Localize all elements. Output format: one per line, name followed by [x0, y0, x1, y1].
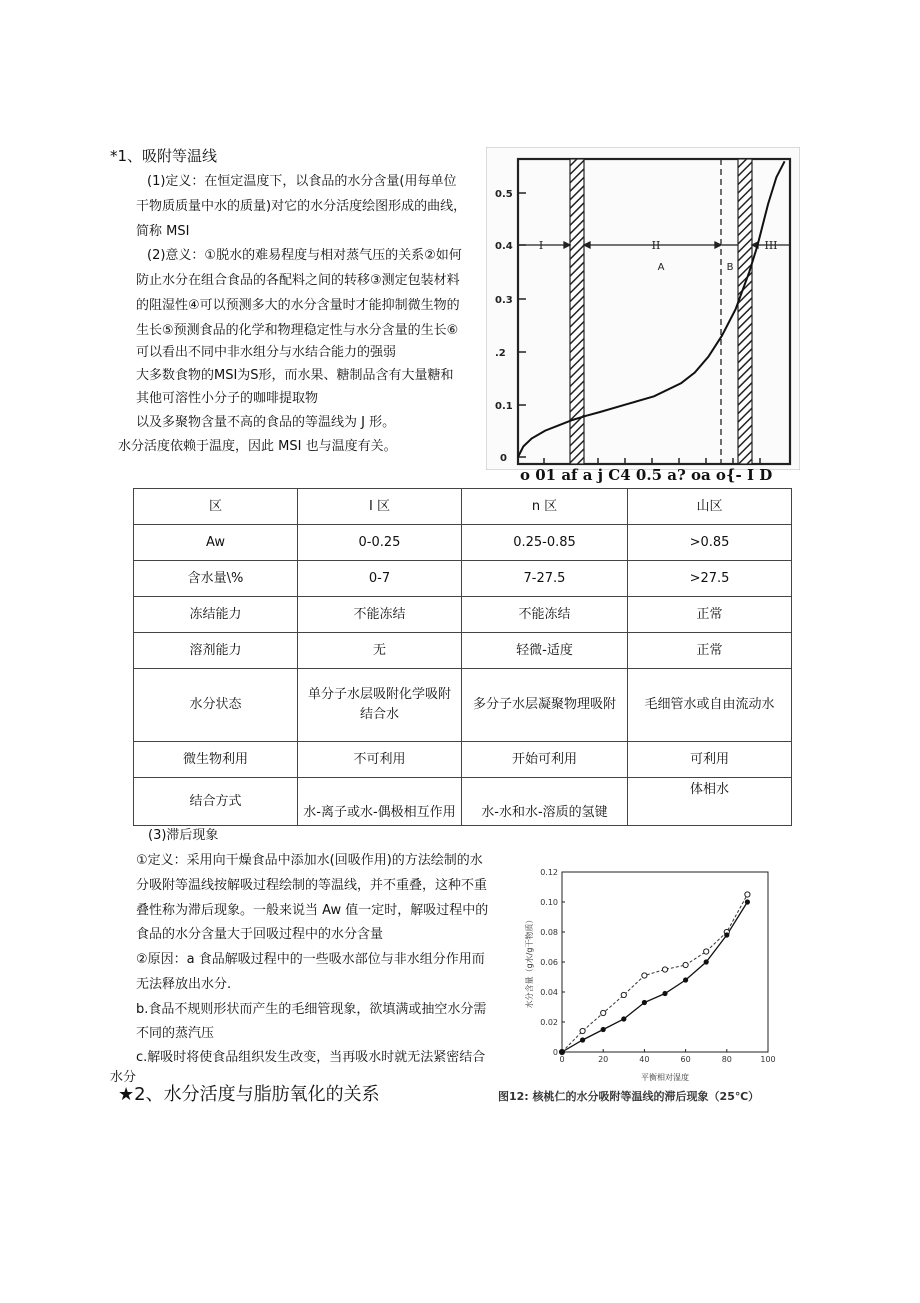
table-row [134, 742, 792, 778]
table-cell: 体相水 [628, 778, 792, 826]
significance-line-5: 可以看出不同中非水组分与水结合能力的强弱 [136, 345, 397, 360]
figure12-caption: 图12: 核桃仁的水分吸附等温线的滞后现象（25℃） [498, 1090, 760, 1103]
hysteresis-def-line-3: 叠性称为滞后现象。一般来说当 Aw 值一定时，解吸过程中的 [136, 903, 489, 918]
section1-title: *1、吸附等温线 [110, 147, 218, 165]
table-cell: 正常 [628, 597, 792, 633]
table-row [134, 778, 792, 826]
adsorption-point [683, 977, 688, 982]
table-cell: 冻结能力 [134, 597, 298, 633]
table-cell: 毛细管水或自由流动水 [628, 669, 792, 742]
definition-line-1: (1)定义：在恒定温度下，以食品的水分含量(用每单位 [147, 174, 457, 189]
table-cell: 溶剂能力 [134, 633, 298, 669]
reason-a-line-2: 无法释放出水分. [136, 977, 232, 992]
table-header-row [134, 489, 792, 525]
reason-b-line-1: b.食品不规则形状而产生的毛细管现象，欲填满或抽空水分需 [136, 1002, 487, 1017]
desorption-point [704, 949, 709, 954]
table-cell: 不能冻结 [298, 597, 462, 633]
y-tick-label: 0.02 [540, 1018, 558, 1027]
shape-line-1: 大多数食物的MSI为S形，而水果、糖制品含有大量糖和 [136, 368, 454, 383]
table-cell: 可利用 [628, 742, 792, 778]
zone-label-I: I [538, 239, 544, 252]
table-cell: 无 [298, 633, 462, 669]
definition-line-3: 简称 MSI [136, 224, 190, 239]
table-cell: 正常 [628, 633, 792, 669]
shape-line-3: 以及多聚物含量不高的食品的等温线为 J 形。 [136, 415, 396, 430]
adsorption-point [745, 899, 750, 904]
table-header-cell: n 区 [462, 489, 628, 525]
x-tick-label: 80 [721, 1055, 732, 1064]
significance-line-2: 防止水分在组合食品的各配料之间的转移③测定包装材料 [136, 273, 460, 288]
y-tick-label: 0.12 [540, 868, 558, 877]
x-tick-label: 40 [639, 1055, 650, 1064]
table-row [134, 597, 792, 633]
ytick-label: 0.3 [495, 295, 513, 306]
table-cell: 不可利用 [298, 742, 462, 778]
reason-c-line-1: c.解吸时将使食品组织发生改变，当再吸水时就无法紧密结合 [136, 1050, 486, 1065]
ytick-label: 0 [500, 453, 507, 464]
adsorption-point [559, 1049, 564, 1054]
ytick-label: 0.4 [495, 241, 513, 252]
isotherm-xaxis-labels: o 01 af a j C4 0.5 a? oa o{- I D [520, 466, 773, 484]
plot-frame [562, 872, 768, 1052]
table-cell: 水-离子或水-偶极相互作用 [298, 778, 462, 826]
desorption-point [683, 962, 688, 967]
adsorption-point [704, 959, 709, 964]
isotherm-chart [486, 147, 800, 470]
definition-line-2: 干物质质量中水的质量)对它的水分活度绘图形成的曲线， [136, 199, 467, 214]
zone-label-III: III [764, 239, 778, 252]
desorption-point [662, 967, 667, 972]
reason-a-line-1: ②原因：a 食品解吸过程中的一些吸水部位与非水组分作用而 [136, 952, 485, 967]
table-row [134, 669, 792, 742]
table-row [134, 561, 792, 597]
table-cell: 含水量\% [134, 561, 298, 597]
desorption-point [642, 973, 647, 978]
temperature-line: 水分活度依赖于温度，因此 MSI 也与温度有关。 [118, 439, 397, 454]
x-tick-label: 100 [760, 1055, 776, 1064]
table-header-cell: 区 [134, 489, 298, 525]
table-cell: 0.25-0.85 [462, 525, 628, 561]
table-cell: 7-27.5 [462, 561, 628, 597]
table-cell: 单分子水层吸附化学吸附结合水 [298, 669, 462, 742]
table-row [134, 633, 792, 669]
hysteresis-chart [504, 862, 784, 1084]
table-cell: 微生物利用 [134, 742, 298, 778]
table-cell: 开始可利用 [462, 742, 628, 778]
adsorption-point [621, 1016, 626, 1021]
table-cell: 0-7 [298, 561, 462, 597]
ytick-label: 0.1 [495, 401, 513, 412]
adsorption-point [724, 932, 729, 937]
adsorption-point [601, 1027, 606, 1032]
hysteresis-def-line-1: ①定义：采用向干燥食品中添加水(回吸作用)的方法绘制的水 [136, 853, 483, 868]
table-cell: 0-0.25 [298, 525, 462, 561]
hysteresis-def-line-2: 分吸附等温线按解吸过程绘制的等温线，并不重叠，这种不重 [136, 878, 488, 893]
zone-band-2 [738, 159, 752, 464]
desorption-point [745, 892, 750, 897]
adsorption-point [580, 1037, 585, 1042]
hysteresis-title: (3)滞后现象 [148, 828, 219, 843]
zone-label-B: B [726, 262, 734, 273]
table-cell: >0.85 [628, 525, 792, 561]
reason-b-line-2: 不同的蒸汽压 [136, 1026, 215, 1041]
desorption-point [601, 1010, 606, 1015]
significance-line-4: 生长⑤预测食品的化学和物理稳定性与水分含量的生长⑥ [136, 323, 459, 338]
section2-title: ★2、水分活度与脂肪氧化的关系 [118, 1084, 380, 1105]
significance-line-3: 的阻湿性④可以预测多大的水分含量时才能抑制微生物的 [136, 298, 460, 313]
table-cell: >27.5 [628, 561, 792, 597]
x-tick-label: 0 [559, 1055, 565, 1064]
table-cell: 轻微-适度 [462, 633, 628, 669]
table-cell: Aw [134, 525, 298, 561]
y-tick-label: 0.10 [540, 898, 558, 907]
table-row [134, 525, 792, 561]
x-axis-label: 平衡相对湿度 [641, 1073, 689, 1082]
zone-label-II: II [651, 239, 661, 252]
desorption-point [580, 1028, 585, 1033]
x-tick-label: 20 [598, 1055, 609, 1064]
reason-c-line-2: 水分 [110, 1070, 137, 1085]
table-header-cell: I 区 [298, 489, 462, 525]
table-cell: 水分状态 [134, 669, 298, 742]
table-cell: 多分子水层凝聚物理吸附 [462, 669, 628, 742]
adsorption-point [662, 991, 667, 996]
x-tick-label: 60 [680, 1055, 691, 1064]
desorption-point [621, 992, 626, 997]
table-cell: 不能冻结 [462, 597, 628, 633]
ytick-label: 0.5 [495, 189, 513, 200]
shape-line-2: 其他可溶性小分子的咖啡提取物 [136, 391, 319, 406]
zone-table [133, 488, 792, 826]
table-header-cell: 山区 [628, 489, 792, 525]
y-axis-label: 水分含量（g水/g干物质） [525, 915, 534, 1009]
hysteresis-def-line-4: 食品的水分含量大于回吸过程中的水分含量 [136, 927, 384, 942]
y-tick-label: 0 [552, 1048, 558, 1057]
significance-line-1: (2)意义：①脱水的难易程度与相对蒸气压的关系②如何 [147, 248, 462, 263]
table-cell: 结合方式 [134, 778, 298, 826]
table-cell: 水-水和水-溶质的氢键 [462, 778, 628, 826]
y-tick-label: 0.08 [540, 928, 558, 937]
desorption-curve [562, 895, 747, 1053]
y-tick-label: 0.06 [540, 958, 558, 967]
adsorption-point [642, 1000, 647, 1005]
y-tick-label: 0.04 [540, 988, 558, 997]
zone-label-A: A [657, 262, 665, 273]
ytick-label: .2 [495, 348, 506, 359]
adsorption-curve [562, 902, 747, 1052]
